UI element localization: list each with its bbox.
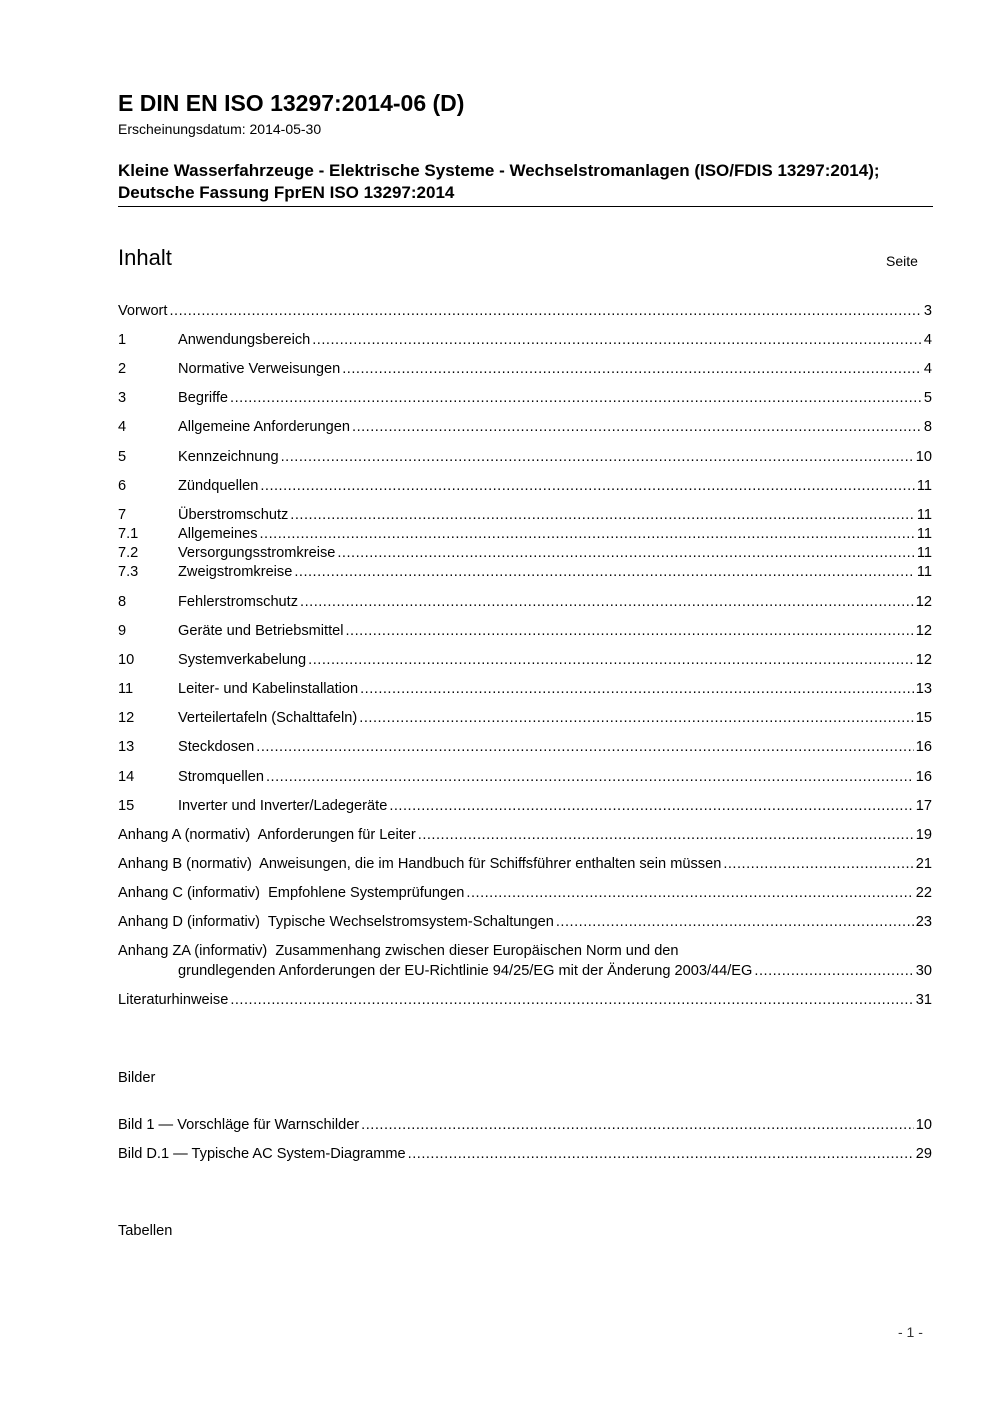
toc-entry-page: 23 bbox=[915, 914, 932, 930]
toc-entry[interactable] bbox=[118, 477, 932, 495]
leader-dots bbox=[361, 1116, 914, 1134]
leader-dots bbox=[360, 680, 914, 698]
document-title: Kleine Wasserfahrzeuge - Elektrische Systeme - Wechselstromanlagen (ISO/FDIS 13297:2014); Deutsche Fassung FprEN ISO 13297:2014 bbox=[118, 161, 880, 202]
toc-entry-page: 11 bbox=[916, 545, 932, 561]
leader-dots bbox=[352, 418, 922, 436]
page-column-label: Seite bbox=[886, 253, 918, 269]
section-number: 2 bbox=[118, 361, 127, 377]
toc-entry[interactable] bbox=[118, 448, 932, 466]
annex-label: Anhang ZA bbox=[118, 943, 191, 959]
section-number: 3 bbox=[118, 390, 127, 406]
toc-entry[interactable] bbox=[118, 360, 932, 378]
toc-entry-text: Allgemeine Anforderungen bbox=[178, 419, 351, 435]
toc-entry-page: 8 bbox=[923, 419, 932, 435]
section-number: 7.1 bbox=[118, 526, 139, 542]
toc-annex-c[interactable] bbox=[118, 884, 932, 902]
toc-annex-za-line1[interactable] bbox=[118, 942, 679, 960]
section-number: 8 bbox=[118, 594, 127, 610]
figures-heading: Bilder bbox=[118, 1070, 156, 1086]
annex-title: Anweisungen, die im Handbuch für Schiffsführer enthalten sein müssen bbox=[259, 856, 722, 872]
annex-title: Zusammenhang zwischen dieser Europäischen Norm und den bbox=[275, 943, 679, 959]
toc-entry-text: Inverter und Inverter/Ladegeräte bbox=[178, 798, 388, 814]
leader-dots bbox=[308, 651, 914, 669]
section-number: 7 bbox=[118, 507, 127, 523]
toc-entry[interactable] bbox=[118, 768, 932, 786]
section-number: 15 bbox=[118, 798, 135, 814]
toc-bibliography[interactable] bbox=[118, 991, 932, 1009]
toc-entry-text: Vorwort bbox=[118, 303, 168, 319]
annex-category: (informativ) bbox=[194, 943, 268, 959]
toc-entry-text: Systemverkabelung bbox=[178, 652, 307, 668]
leader-dots bbox=[230, 389, 922, 407]
toc-entry-page: 22 bbox=[915, 885, 932, 901]
toc-entry-page: 11 bbox=[916, 564, 932, 580]
section-number: 7.3 bbox=[118, 564, 139, 580]
section-number: 6 bbox=[118, 478, 127, 494]
toc-entry-page: 12 bbox=[915, 623, 932, 639]
annex-label: Anhang C bbox=[118, 885, 183, 901]
toc-entry-text: Fehlerstromschutz bbox=[178, 594, 299, 610]
leader-dots bbox=[754, 962, 913, 980]
toc-entry[interactable] bbox=[118, 651, 932, 669]
section-number: 12 bbox=[118, 710, 135, 726]
contents-heading: Inhalt bbox=[118, 245, 172, 270]
toc-entry-text: Leiter- und Kabelinstallation bbox=[178, 681, 359, 697]
leader-dots bbox=[342, 360, 922, 378]
toc-entry-page: 17 bbox=[915, 798, 932, 814]
figure-title: Bild 1 — Vorschläge für Warnschilder bbox=[118, 1117, 360, 1133]
annex-category: (informativ) bbox=[186, 885, 260, 901]
document-id: E DIN EN ISO 13297:2014-06 (D) bbox=[118, 90, 465, 116]
toc-entry-page: 11 bbox=[916, 526, 932, 542]
leader-dots bbox=[169, 302, 921, 320]
annex-title-continued: grundlegenden Anforderungen der EU-Richtlinie 94/25/EG mit der Änderung 2003/44/EG bbox=[178, 963, 753, 979]
toc-entry[interactable] bbox=[118, 593, 932, 611]
toc-entry-text: Zweigstromkreise bbox=[178, 564, 293, 580]
toc-entry-text: Kennzeichnung bbox=[178, 449, 279, 465]
leader-dots bbox=[256, 738, 914, 756]
toc-entry-text: Zündquellen bbox=[178, 478, 259, 494]
toc-annex-a[interactable] bbox=[118, 826, 932, 844]
annex-category: (normativ) bbox=[184, 827, 251, 843]
tables-heading: Tabellen bbox=[118, 1223, 173, 1239]
leader-dots bbox=[389, 797, 913, 815]
toc-entry-page: 5 bbox=[923, 390, 932, 406]
toc-entry[interactable] bbox=[118, 709, 932, 727]
toc-entry-text: Allgemeines bbox=[178, 526, 258, 542]
leader-dots bbox=[556, 913, 914, 931]
toc-entry[interactable] bbox=[118, 389, 932, 407]
leader-dots bbox=[290, 506, 915, 524]
toc-entry-page: 30 bbox=[915, 963, 932, 979]
toc-entry-page: 10 bbox=[915, 1117, 932, 1133]
section-number: 9 bbox=[118, 623, 127, 639]
toc-entry-page: 4 bbox=[923, 332, 932, 348]
toc-annex-b[interactable] bbox=[118, 855, 932, 873]
section-number: 10 bbox=[118, 652, 135, 668]
leader-dots bbox=[337, 544, 914, 562]
leader-dots bbox=[300, 593, 914, 611]
toc-entry[interactable] bbox=[118, 506, 932, 524]
toc-entry-page: 10 bbox=[915, 449, 932, 465]
toc-entry-text: Steckdosen bbox=[178, 739, 255, 755]
toc-entry-page: 12 bbox=[915, 594, 932, 610]
section-number: 5 bbox=[118, 449, 127, 465]
toc-entry-page: 3 bbox=[923, 303, 932, 319]
figure-title: Bild D.1 — Typische AC System-Diagramme bbox=[118, 1146, 406, 1162]
annex-title: Anforderungen für Leiter bbox=[257, 827, 416, 843]
toc-entry-preface[interactable] bbox=[118, 302, 932, 320]
section-number: 13 bbox=[118, 739, 135, 755]
toc-figure[interactable] bbox=[118, 1145, 932, 1163]
leader-dots bbox=[359, 709, 913, 727]
section-number: 14 bbox=[118, 769, 135, 785]
leader-dots bbox=[408, 1145, 914, 1163]
annex-title: Typische Wechselstromsystem-Schaltungen bbox=[267, 914, 554, 930]
page-number: - 1 - bbox=[898, 1324, 923, 1340]
publication-date: Erscheinungsdatum: 2014-05-30 bbox=[118, 121, 322, 137]
section-number: 1 bbox=[118, 332, 127, 348]
toc-entry-text: Versorgungsstromkreise bbox=[178, 545, 336, 561]
leader-dots bbox=[266, 768, 914, 786]
toc-annex-d[interactable] bbox=[118, 913, 932, 931]
toc-entry-text: Literaturhinweise bbox=[118, 992, 229, 1008]
toc-entry[interactable] bbox=[118, 525, 932, 543]
toc-entry-text: Geräte und Betriebsmittel bbox=[178, 623, 344, 639]
toc-entry-page: 16 bbox=[915, 769, 932, 785]
toc-entry[interactable] bbox=[118, 331, 932, 349]
annex-label: Anhang A bbox=[118, 827, 181, 843]
toc-entry-text: Verteilertafeln (Schalttafeln) bbox=[178, 710, 358, 726]
toc-entry-text: Begriffe bbox=[178, 390, 229, 406]
annex-title: Empfohlene Systemprüfungen bbox=[268, 885, 465, 901]
toc-entry-page: 12 bbox=[915, 652, 932, 668]
toc-entry[interactable] bbox=[118, 680, 932, 698]
toc-entry-page: 4 bbox=[923, 361, 932, 377]
toc-entry-page: 15 bbox=[915, 710, 932, 726]
toc-entry[interactable] bbox=[118, 418, 932, 436]
toc-entry[interactable] bbox=[118, 738, 932, 756]
annex-category: (informativ) bbox=[186, 914, 260, 930]
leader-dots bbox=[281, 448, 914, 466]
leader-dots bbox=[723, 855, 913, 873]
section-number: 4 bbox=[118, 419, 127, 435]
toc-entry-page: 31 bbox=[915, 992, 932, 1008]
title-divider bbox=[118, 206, 933, 207]
toc-entry[interactable] bbox=[118, 622, 932, 640]
toc-entry-page: 13 bbox=[915, 681, 932, 697]
toc-entry-page: 19 bbox=[915, 827, 932, 843]
toc-entry-page: 16 bbox=[915, 739, 932, 755]
leader-dots bbox=[345, 622, 913, 640]
leader-dots bbox=[294, 563, 915, 581]
section-number: 11 bbox=[118, 681, 134, 697]
annex-label: Anhang D bbox=[118, 914, 183, 930]
toc-entry[interactable] bbox=[118, 563, 932, 581]
leader-dots bbox=[260, 477, 915, 495]
toc-entry-text: Anwendungsbereich bbox=[178, 332, 311, 348]
toc-entry[interactable] bbox=[118, 797, 932, 815]
toc-entry-text: Überstromschutz bbox=[178, 507, 289, 523]
annex-category: (normativ) bbox=[186, 856, 252, 872]
toc-entry-page: 11 bbox=[916, 507, 932, 523]
leader-dots bbox=[312, 331, 922, 349]
toc-entry-text: Stromquellen bbox=[178, 769, 264, 785]
toc-annex-za-line2[interactable] bbox=[118, 962, 932, 980]
toc-entry-page: 21 bbox=[915, 856, 932, 872]
leader-dots bbox=[418, 826, 914, 844]
toc-entry-page: 11 bbox=[916, 478, 932, 494]
toc-entry-text: Normative Verweisungen bbox=[178, 361, 341, 377]
toc-figure[interactable] bbox=[118, 1116, 932, 1134]
toc-entry-page: 29 bbox=[915, 1146, 932, 1162]
leader-dots bbox=[230, 991, 913, 1009]
leader-dots bbox=[260, 525, 915, 543]
section-number: 7.2 bbox=[118, 545, 139, 561]
annex-label: Anhang B bbox=[118, 856, 183, 872]
toc-entry[interactable] bbox=[118, 544, 932, 562]
leader-dots bbox=[466, 884, 913, 902]
